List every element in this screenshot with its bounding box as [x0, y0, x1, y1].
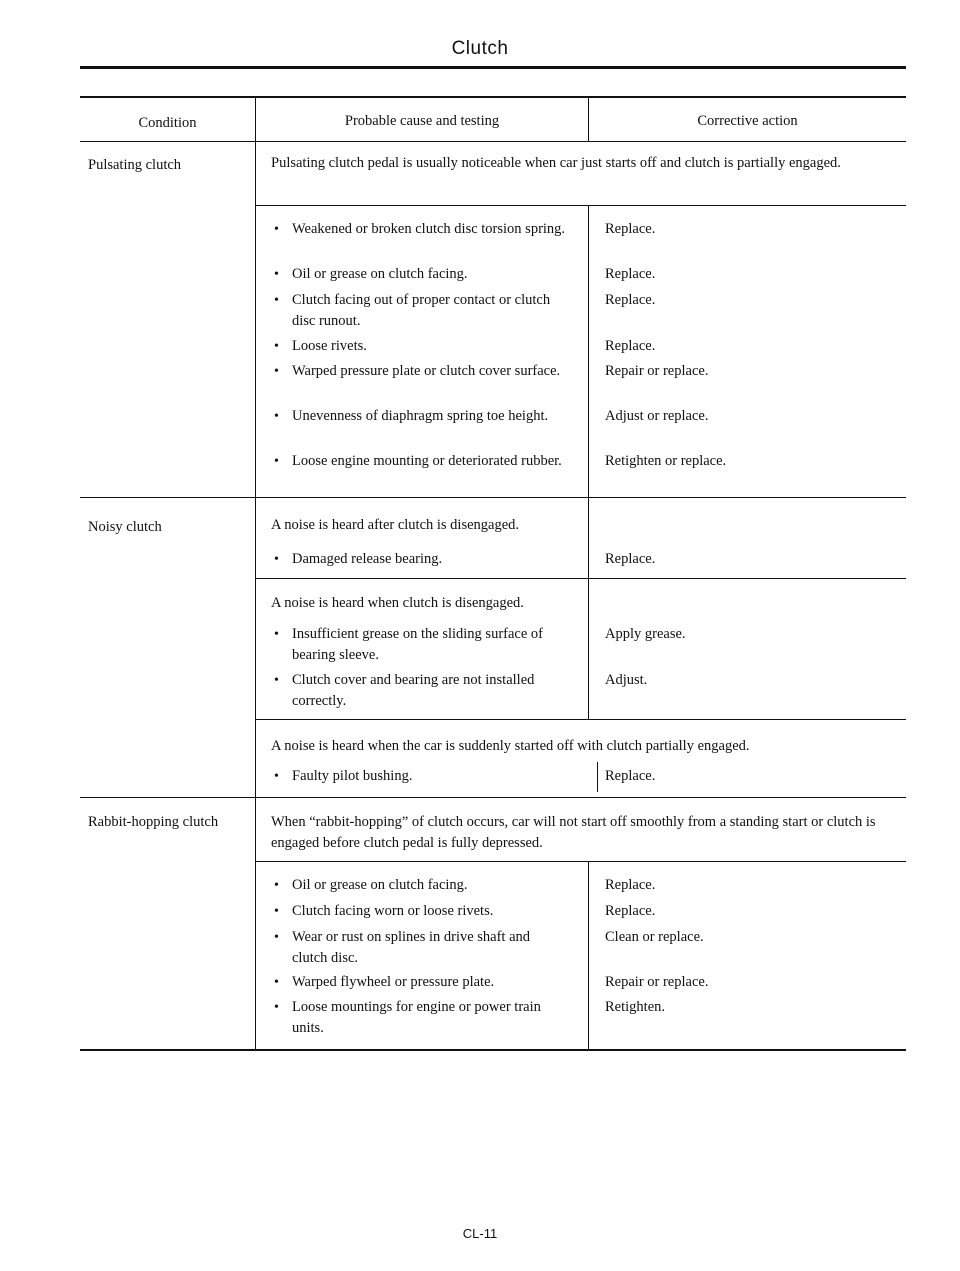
noisy-end-rule: [80, 797, 906, 798]
action-item: Repair or replace.: [605, 363, 709, 379]
col-header-condition: Condition: [138, 115, 197, 131]
pulsating-sub-rule: [255, 205, 906, 206]
action-item: Retighten.: [605, 999, 666, 1015]
action-item: Replace.: [605, 877, 656, 893]
action-item: Adjust.: [605, 672, 648, 688]
condition-divider: [255, 96, 256, 1051]
cause-item: • Loose engine mounting or deteriorated rubber.: [274, 451, 568, 472]
action-item: Replace.: [605, 903, 656, 919]
action-item: Apply grease.: [605, 626, 686, 642]
pulsating-action-divider: [588, 205, 589, 497]
pulsating-intro: Pulsating clutch pedal is usually noticeable when car just starts off and clutch is partially engaged.: [271, 155, 841, 171]
noisy-g3-action-divider: [597, 762, 598, 792]
cause-item: • Oil or grease on clutch facing.: [274, 264, 568, 285]
action-item: Replace.: [605, 768, 656, 784]
cause-item: • Clutch cover and bearing are not installed correctly.: [274, 670, 568, 712]
cause-item: • Oil or grease on clutch facing.: [274, 875, 568, 896]
noisy-g2-end-rule: [255, 719, 906, 720]
cause-item: • Clutch facing worn or loose rivets.: [274, 901, 568, 922]
noisy-intro-2: A noise is heard when clutch is disengaged.: [271, 595, 524, 611]
cause-item: • Clutch facing out of proper contact or clutch disc runout.: [274, 290, 568, 332]
cause-item: • Unevenness of diaphragm spring toe height.: [274, 406, 568, 427]
action-item: Replace.: [605, 551, 656, 567]
action-item: Retighten or replace.: [605, 453, 727, 469]
cause-item: • Insufficient grease on the sliding surface of bearing sleeve.: [274, 624, 568, 666]
action-item: Repair or replace.: [605, 974, 709, 990]
noisy-intro-1: A noise is heard after clutch is disengaged.: [271, 517, 520, 533]
table-bottom-rule: [80, 1049, 906, 1051]
pulsating-end-rule: [80, 497, 906, 498]
col-header-action: Corrective action: [697, 113, 798, 129]
action-item: Adjust or replace.: [605, 408, 709, 424]
action-item: Replace.: [605, 338, 656, 354]
condition-pulsating: Pulsating clutch: [88, 157, 182, 173]
cause-item: • Damaged release bearing.: [274, 549, 568, 570]
condition-noisy: Noisy clutch: [88, 519, 162, 535]
header-bottom-rule: [80, 141, 906, 142]
cause-item: • Loose rivets.: [274, 336, 568, 357]
cause-item: • Loose mountings for engine or power train units.: [274, 997, 568, 1039]
cause-item: • Warped flywheel or pressure plate.: [274, 972, 568, 993]
action-item: Replace.: [605, 266, 656, 282]
page-number: CL-11: [462, 1226, 498, 1241]
cause-item: • Warped pressure plate or clutch cover surface.: [274, 361, 568, 382]
table-top-rule: [80, 96, 906, 98]
noisy-g1-action-divider: [588, 497, 589, 578]
action-item: Replace.: [605, 221, 656, 237]
page-title: Clutch: [451, 38, 509, 59]
noisy-g1-end-rule: [255, 578, 906, 579]
action-item: Clean or replace.: [605, 929, 704, 945]
rabbit-sub-rule: [255, 861, 906, 862]
noisy-intro-3: A noise is heard when the car is suddenly started off with clutch partially engaged.: [271, 738, 750, 754]
condition-rabbit: Rabbit-hopping clutch: [88, 814, 219, 830]
col-header-cause: Probable cause and testing: [344, 113, 500, 129]
cause-item: • Faulty pilot bushing.: [274, 766, 568, 787]
cause-item: • Wear or rust on splines in drive shaft and clutch disc.: [274, 927, 568, 969]
title-rule: [80, 66, 906, 69]
cause-item: • Weakened or broken clutch disc torsion spring.: [274, 219, 568, 240]
rabbit-intro: When “rabbit-hopping” of clutch occurs, car will not start off smoothly from a standing start or clutch is engaged before clutch pedal is fully depressed.: [271, 814, 876, 851]
action-item: Replace.: [605, 292, 656, 308]
rabbit-action-divider: [588, 861, 589, 1049]
